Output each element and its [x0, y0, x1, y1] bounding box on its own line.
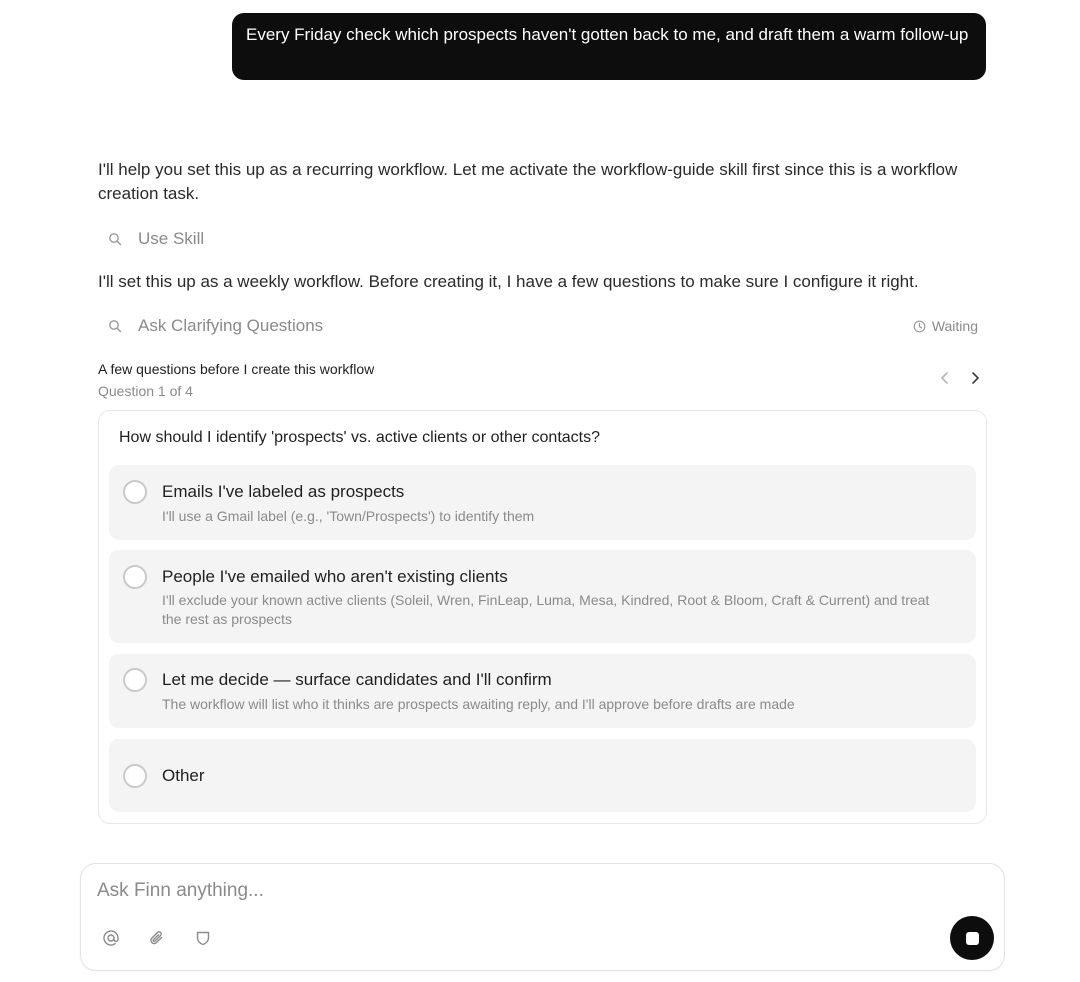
- option-labeled-prospects[interactable]: [109, 465, 976, 540]
- assistant-message-2: I'll set this up as a weekly workflow. Before creating it, I have a few questions to make sure I configure it right.: [98, 272, 919, 291]
- status-text: Waiting: [931, 318, 978, 334]
- chat-composer: [80, 863, 1005, 971]
- shield-button[interactable]: [193, 928, 213, 948]
- option-let-me-decide[interactable]: [109, 654, 976, 728]
- option-non-clients[interactable]: [109, 550, 976, 643]
- previous-question-button[interactable]: [937, 370, 953, 386]
- question-nav: [937, 370, 983, 386]
- tool-call-label: Use Skill: [138, 229, 205, 248]
- option-label: Emails I've labeled as prospects: [162, 482, 405, 501]
- option-description: The workflow will list who it thinks are prospects awaiting reply, and I'll approve before drafts are made: [162, 696, 795, 712]
- option-label: Other: [162, 766, 205, 785]
- next-question-button[interactable]: [967, 370, 983, 386]
- tool-call-status: [913, 318, 978, 334]
- option-description: I'll use a Gmail label (e.g., 'Town/Prospects') to identify them: [162, 508, 535, 524]
- radio-button[interactable]: [123, 764, 147, 788]
- question-counter: Question 1 of 4: [98, 383, 193, 399]
- chevron-left-icon: [940, 371, 950, 385]
- user-message-bubble: [232, 13, 986, 80]
- user-message-text: Every Friday check which prospects haven't gotten back to me, and draft them a warm follow-up: [246, 25, 969, 44]
- questions-header: [98, 360, 983, 402]
- paperclip-icon: [148, 929, 166, 947]
- question-card: [98, 410, 987, 824]
- tool-call-label: Ask Clarifying Questions: [138, 316, 324, 335]
- search-icon: [108, 232, 122, 246]
- option-other[interactable]: [109, 739, 976, 812]
- chevron-right-icon: [970, 371, 980, 385]
- question-text: How should I identify 'prospects' vs. active clients or other contacts?: [119, 429, 600, 446]
- stop-icon: [966, 932, 979, 945]
- at-icon: [102, 929, 120, 947]
- clock-icon: [913, 320, 926, 333]
- search-icon: [108, 319, 122, 333]
- radio-button[interactable]: [123, 480, 147, 504]
- radio-button[interactable]: [123, 565, 147, 589]
- questions-title: A few questions before I create this workflow: [98, 361, 375, 377]
- option-description: I'll exclude your known active clients (Soleil, Wren, FinLeap, Luma, Mesa, Kindred, Root & Bloom, Craft & Current) and treat the rest as prospects: [162, 592, 930, 627]
- tool-call-use-skill[interactable]: [108, 226, 978, 252]
- tool-call-ask-clarifying-questions[interactable]: [108, 313, 978, 339]
- radio-button[interactable]: [123, 668, 147, 692]
- assistant-message-1: I'll help you set this up as a recurring workflow. Let me activate the workflow-guide skill first since this is a workflow creation task.: [98, 160, 958, 203]
- attach-button[interactable]: [147, 928, 167, 948]
- option-label: Let me decide — surface candidates and I'll confirm: [162, 670, 552, 689]
- composer-tools: [101, 928, 213, 948]
- mention-button[interactable]: [101, 928, 121, 948]
- shield-icon: [194, 929, 212, 947]
- stop-button[interactable]: [950, 916, 994, 960]
- option-label: People I've emailed who aren't existing clients: [162, 567, 508, 586]
- chat-input[interactable]: [97, 878, 897, 904]
